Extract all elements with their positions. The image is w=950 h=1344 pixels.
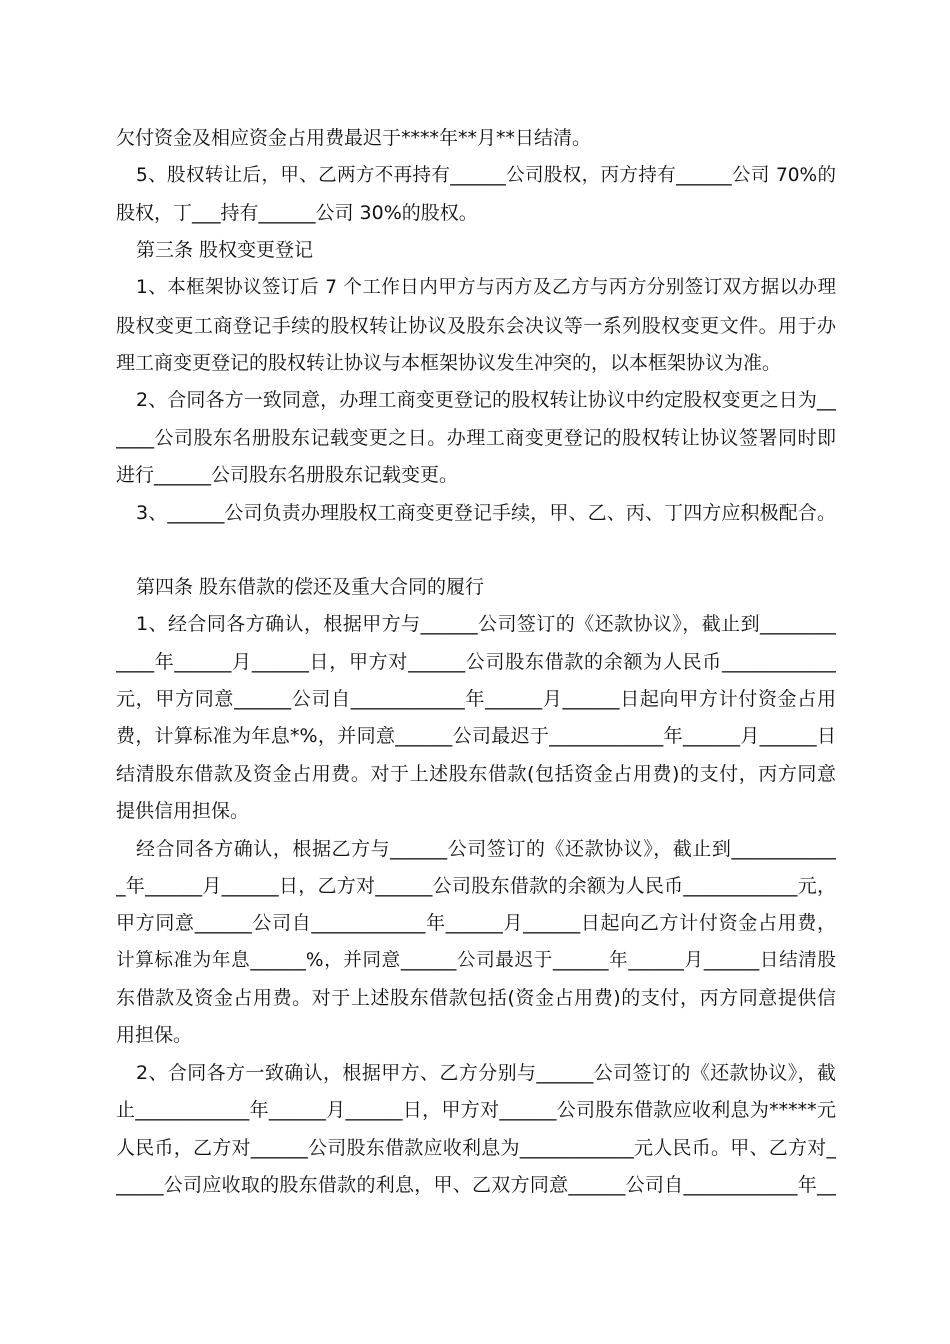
text-line: _____公司应收取的股东借款的利息，甲、乙双方同意______公司自____________年__ [116,1174,836,1196]
text-line: 用担保。 [116,1024,193,1046]
text-line: 理工商变更登记的股权转让协议与本框架协议发生冲突的，以本框架协议为准。 [116,352,782,374]
text-line: ____公司股东名册股东记载变更之日。办理工商变更登记的股权转让协议签署同时即 [116,427,836,449]
text-line: ____年______月______日，甲方对______公司股东借款的余额为人民币____________ [116,651,836,673]
text-line: 经合同各方确认，根据乙方与______公司签订的《还款协议》，截止到___________ [136,838,836,860]
text-line: 止____________年______月______日，甲方对______公司股东借款应收利息为*****元 [116,1099,836,1121]
text-line: _年______月______日，乙方对______公司股东借款的余额为人民币____________元， [116,875,836,897]
text-line: 股权，丁___持有______公司 30%的股权。 [116,202,478,224]
text-line: 元，甲方同意______公司自____________年______月______日起向甲方计付资金占用 [116,688,836,710]
text-line: 结清股东借款及资金占用费。对于上述股东借款(包括资金占用费)的支付，丙方同意 [116,763,836,785]
text-line: 人民币，乙方对______公司股东借款应收利息为____________元人民币。甲、乙方对_ [116,1137,836,1159]
section-heading: 第三条 股权变更登记 [136,239,314,261]
text-line: 甲方同意______公司自____________年______月______日起向乙方计付资金占用费， [116,912,836,934]
text-line: 费，计算标准为年息*%，并同意______公司最迟于____________年______月______日 [116,725,836,747]
section-heading: 第四条 股东借款的偿还及重大合同的履行 [136,576,485,598]
text-line: 欠付资金及相应资金占用费最迟于****年**月**日结清。 [116,127,592,149]
text-line: 提供信用担保。 [116,800,250,822]
text-line: 1、经合同各方确认，根据甲方与______公司签订的《还款协议》，截止到________ [136,613,836,635]
text-line: 1、本框架协议签订后 7 个工作日内甲方与丙方及乙方与丙方分别签订双方据以办理 [136,277,836,298]
text-line: 2、合同各方一致确认，根据甲方、乙方分别与______公司签订的《还款协议》，截 [136,1062,836,1084]
text-line: 3、______公司负责办理股权工商变更登记手续，甲、乙、丙、丁四方应积极配合。 [136,502,836,524]
text-line: 2、合同各方一致同意，办理工商变更登记的股权转让协议中约定股权变更之日为__ [136,389,836,411]
text-line: 计算标准为年息______%，并同意______公司最迟于______年______月______日结清股 [116,950,836,971]
text-line: 进行______公司股东名册股东记载变更。 [116,464,459,486]
text-line: 5、股权转让后，甲、乙两方不再持有______公司股权，丙方持有______公司 70%的 [136,165,836,186]
text-line: 东借款及资金占用费。对于上述股东借款包括(资金占用费)的支付，丙方同意提供信 [116,987,836,1009]
text-line: 股权变更工商登记手续的股权转让协议及股东会决议等一系列股权变更文件。用于办 [116,315,836,337]
